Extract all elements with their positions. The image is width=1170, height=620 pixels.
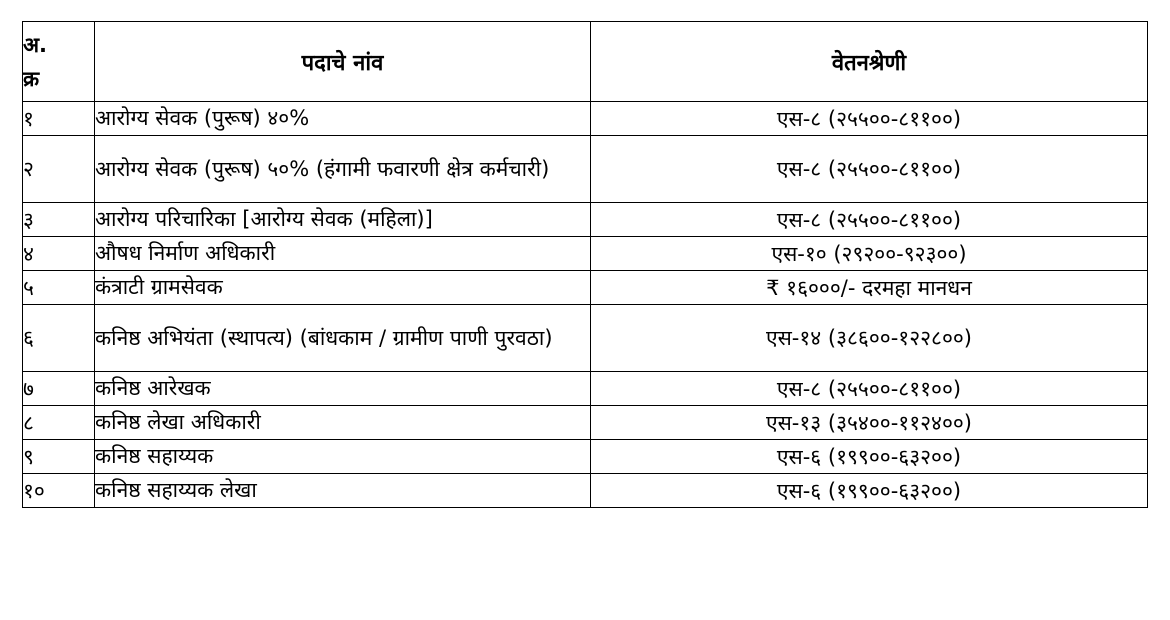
- post-name-cell: कनिष्ठ आरेखक: [95, 372, 591, 406]
- post-name-cell: आरोग्य सेवक (पुरूष) ४०%: [95, 102, 591, 136]
- table-row: [23, 271, 1148, 305]
- table-header-row: [23, 22, 1148, 102]
- serial-number-cell: ८: [23, 406, 95, 440]
- post-name-cell: कनिष्ठ लेखा अधिकारी: [95, 406, 591, 440]
- table-row: [23, 102, 1148, 136]
- serial-number-cell: ७: [23, 372, 95, 406]
- post-name-cell: कनिष्ठ अभियंता (स्थापत्य) (बांधकाम / ग्रामीण पाणी पुरवठा): [95, 305, 591, 372]
- table-row: [23, 203, 1148, 237]
- post-name-cell: आरोग्य परिचारिका [आरोग्य सेवक (महिला)]: [95, 203, 591, 237]
- post-name-cell: कनिष्ठ सहाय्यक: [95, 440, 591, 474]
- pay-scale-cell: एस-१० (२९२००-९२३००): [591, 237, 1148, 271]
- pay-scale-cell: एस-६ (१९९००-६३२००): [591, 474, 1148, 508]
- table-row: [23, 237, 1148, 271]
- post-name-cell: कंत्राटी ग्रामसेवक: [95, 271, 591, 305]
- post-name-header: पदाचे नांव: [95, 22, 591, 102]
- table-row: [23, 440, 1148, 474]
- post-name-cell: औषध निर्माण अधिकारी: [95, 237, 591, 271]
- serial-number-cell: ४: [23, 237, 95, 271]
- pay-scale-cell: एस-८ (२५५००-८११००): [591, 136, 1148, 203]
- serial-number-cell: १०: [23, 474, 95, 508]
- serial-number-cell: १: [23, 102, 95, 136]
- serial-header-line2: क्र: [23, 66, 40, 91]
- table-row: [23, 305, 1148, 372]
- serial-number-header: [23, 22, 95, 102]
- serial-number-cell: २: [23, 136, 95, 203]
- table-row: [23, 136, 1148, 203]
- post-name-cell: आरोग्य सेवक (पुरूष) ५०% (हंगामी फवारणी क्षेत्र कर्मचारी): [95, 136, 591, 203]
- pay-scale-cell: एस-६ (१९९००-६३२००): [591, 440, 1148, 474]
- pay-scale-cell: एस-१४ (३८६००-१२२८००): [591, 305, 1148, 372]
- pay-scale-cell: एस-१३ (३५४००-११२४००): [591, 406, 1148, 440]
- serial-number-cell: ३: [23, 203, 95, 237]
- table-row: [23, 474, 1148, 508]
- pay-scale-cell: एस-८ (२५५००-८११००): [591, 102, 1148, 136]
- pay-scale-cell: एस-८ (२५५००-८११००): [591, 372, 1148, 406]
- serial-number-cell: ५: [23, 271, 95, 305]
- serial-number-cell: ६: [23, 305, 95, 372]
- pay-scale-header: वेतनश्रेणी: [591, 22, 1148, 102]
- table-row: [23, 372, 1148, 406]
- serial-header-line1: अ.: [23, 32, 48, 57]
- post-name-cell: कनिष्ठ सहाय्यक लेखा: [95, 474, 591, 508]
- serial-number-cell: ९: [23, 440, 95, 474]
- table-row: [23, 406, 1148, 440]
- post-pay-scale-table: [22, 21, 1148, 508]
- pay-scale-cell: ₹ १६०००/- दरमहा मानधन: [591, 271, 1148, 305]
- pay-scale-cell: एस-८ (२५५००-८११००): [591, 203, 1148, 237]
